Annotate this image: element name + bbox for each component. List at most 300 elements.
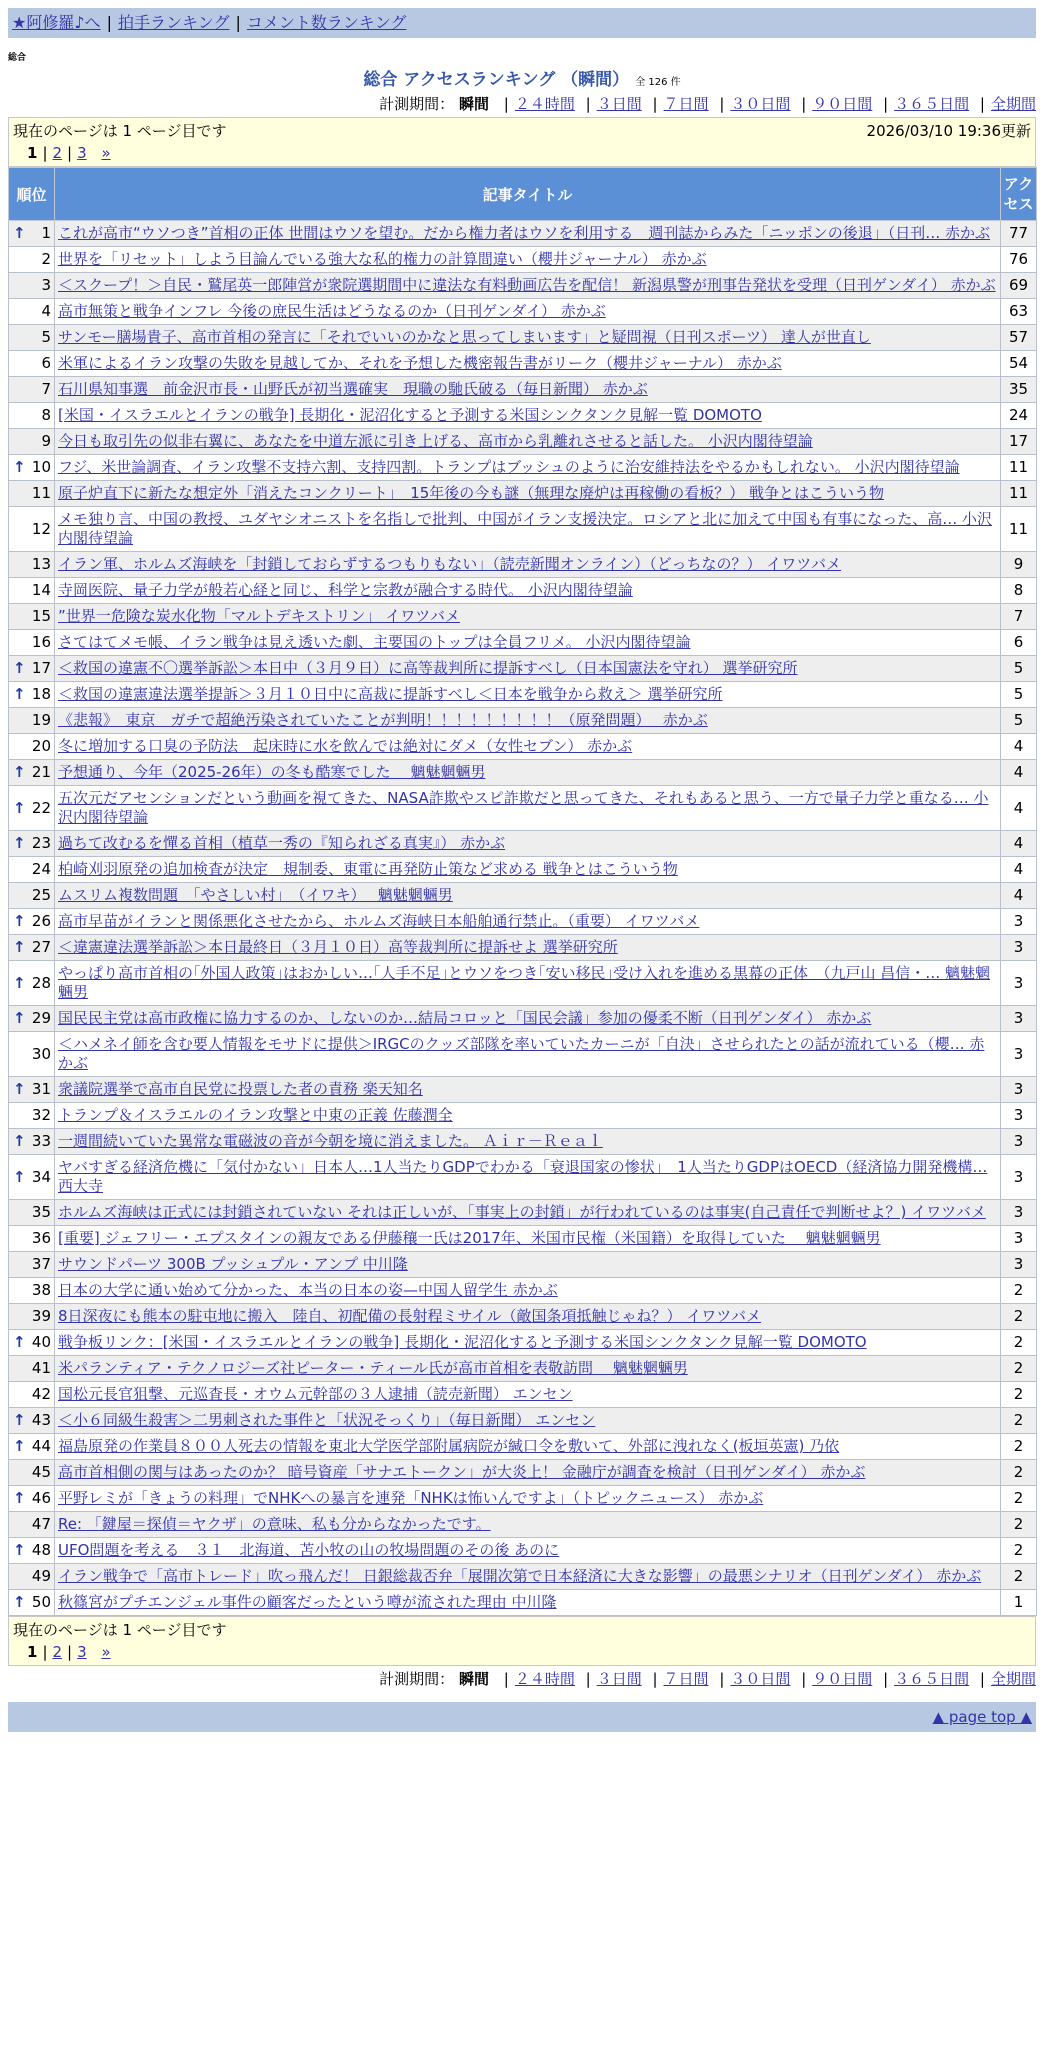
article-link[interactable]: ”世界一危険な炭水化物「マルトデキストリン」 イワツバメ [58, 607, 460, 625]
header-rank: 順位 [9, 168, 55, 221]
rank-cell [9, 1408, 55, 1434]
article-link[interactable]: イラン戦争で「高市トレード」吹っ飛んだ！ 日銀総裁否弁「展開次第で日本経済に大きな影響」の最悪シナリオ（日刊ゲンダイ） 赤かぶ [58, 1567, 982, 1585]
table-row [9, 786, 1037, 831]
header-count: アクセス [1001, 168, 1037, 221]
rank-cell [9, 883, 55, 909]
rank-cell [9, 1226, 55, 1252]
rank-number: 1 [41, 224, 51, 242]
table-row [9, 455, 1037, 481]
table-row [9, 325, 1037, 351]
title-cell [55, 1590, 1001, 1616]
rank-cell [9, 786, 55, 831]
title-cell [55, 1200, 1001, 1226]
header-title: 記事タイトル [55, 168, 1001, 221]
article-link[interactable]: これが高市“ウソつき”首相の正体 世間はウソを望む。だから権力者はウソを利用する 週刊誌からみた「ニッポンの後退」（日刊… 赤かぶ [58, 224, 990, 242]
access-count: 5 [1001, 708, 1037, 734]
table-row [9, 883, 1037, 909]
title-cell [55, 507, 1001, 552]
rank-cell [9, 1129, 55, 1155]
rank-number: 50 [31, 1593, 51, 1611]
access-count: 4 [1001, 734, 1037, 760]
period-link-90d[interactable]: ９０日間 [812, 95, 873, 113]
page-info-box-bottom [8, 1616, 1036, 1666]
title-cell [55, 883, 1001, 909]
rank-number: 49 [31, 1567, 51, 1585]
rank-cell [9, 831, 55, 857]
rank-cell [9, 247, 55, 273]
table-row [9, 1408, 1037, 1434]
footer-bar [8, 1702, 1036, 1732]
period-link-90d[interactable]: ９０日間 [812, 1670, 873, 1688]
table-row [9, 857, 1037, 883]
pager-bottom: 1 | 2 | 3 » [27, 1643, 111, 1661]
title-cell [55, 1460, 1001, 1486]
access-count: 2 [1001, 1382, 1037, 1408]
article-link[interactable]: やっぱり高市首相の｢外国人政策｣はおかしい…｢人手不足｣とウソをつき｢安い移民｣受け入れを進める黒幕の正体 （九戸山 昌信・… 魑魅魍魎男 [58, 964, 991, 1001]
rank-number: 35 [31, 1203, 51, 1221]
rank-number: 42 [31, 1385, 51, 1403]
title-cell [55, 734, 1001, 760]
period-link-all[interactable]: 全期間 [990, 95, 1036, 113]
article-link[interactable]: ＜救国の違憲違法選挙提訴＞３月１０日中に高裁に提訴すべし＜日本を戦争から救え＞ 選挙研究所 [58, 685, 723, 703]
title-cell [55, 604, 1001, 630]
table-row [9, 1226, 1037, 1252]
article-link[interactable]: 一週間続いていた異常な電磁波の音が今朝を境に消えました。 Ａｉｒ－Ｒｅａｌ [58, 1132, 603, 1150]
article-link[interactable]: 今日も取引先の似非右翼に、あなたを中道左派に引き上げる、高市から乳離れさせると話した。 小沢内閣待望論 [58, 432, 813, 450]
rank-cell [9, 909, 55, 935]
table-row [9, 377, 1037, 403]
table-row [9, 831, 1037, 857]
article-link[interactable]: ＜ハメネイ師を含む要人情報をモサドに提供＞IRGCのクッズ部隊を率いていたカーニが「自決」させられたとの話が流れている（櫻… 赤かぶ [58, 1035, 985, 1072]
rank-cell [9, 857, 55, 883]
article-link[interactable]: イラン軍、ホルムズ海峡を「封鎖しておらずするつもりもない」（読売新聞オンライン）（どっちなの？） イワツバメ [58, 555, 841, 573]
article-link[interactable]: 《悲報》 東京 ガチで超絶汚染されていたことが判明！！！！！！！！！（原発問題） 赤かぶ [58, 711, 708, 729]
article-link[interactable]: メモ独り言、中国の教授、ユダヤシオニストを名指しで批判、中国がイラン支援決定。ロシアと北に加えて中国も有事になった、高… 小沢内閣待望論 [58, 510, 993, 547]
pager-link-3[interactable]: 3 [77, 1643, 87, 1661]
article-link[interactable]: ＜救国の違憲不〇選挙訴訟＞本日中（３月９日）に高等裁判所に提訴すべし（日本国憲法を守れ） 選挙研究所 [58, 659, 798, 677]
nav-link-comment-ranking[interactable]: コメント数ランキング [246, 13, 407, 32]
rank-cell [9, 1512, 55, 1538]
rank-number: 3 [41, 276, 51, 294]
title-cell [55, 1077, 1001, 1103]
rank-cell [9, 1304, 55, 1330]
rank-cell [9, 273, 55, 299]
up-arrow-icon: ↑ [13, 1411, 26, 1429]
access-count: 3 [1001, 1200, 1037, 1226]
access-count: 2 [1001, 1356, 1037, 1382]
rank-number: 40 [31, 1333, 51, 1351]
article-link[interactable]: ＜スクープ！＞自民・鷲尾英一郎陣営が衆院選期間中に違法な有料動画広告を配信！ 新潟県警が刑事告発状を受理（日刊ゲンダイ） 赤かぶ [58, 276, 996, 294]
title-cell [55, 656, 1001, 682]
title-cell [55, 377, 1001, 403]
title-cell [55, 1304, 1001, 1330]
access-count: 3 [1001, 1226, 1037, 1252]
rank-number: 29 [31, 1009, 51, 1027]
rank-number: 27 [31, 938, 51, 956]
title-cell [55, 1226, 1001, 1252]
table-row [9, 1512, 1037, 1538]
access-count: 2 [1001, 1538, 1037, 1564]
period-link-all[interactable]: 全期間 [990, 1670, 1036, 1688]
access-count: 11 [1001, 507, 1037, 552]
pager-next[interactable]: » [101, 1643, 111, 1661]
article-link[interactable]: [米国・イスラエルとイランの戦争] 長期化・泥沼化すると予測する米国シンクタンク見解一覧 DOMOTO [58, 406, 762, 424]
article-link[interactable]: 日本の大学に通い始めて分かった、本当の日本の姿—中国人留学生 赤かぶ [58, 1281, 558, 1299]
rank-number: 44 [31, 1437, 51, 1455]
access-count: 4 [1001, 831, 1037, 857]
article-link[interactable]: ＜違憲違法選挙訴訟＞本日最終日（３月１０日）高等裁判所に提訴せよ 選挙研究所 [58, 938, 618, 956]
table-row [9, 1155, 1037, 1200]
access-count: 4 [1001, 760, 1037, 786]
table-row [9, 1278, 1037, 1304]
title-cell [55, 1434, 1001, 1460]
title-cell [55, 831, 1001, 857]
rank-number: 37 [31, 1255, 51, 1273]
rank-number: 25 [31, 886, 51, 904]
article-link[interactable]: 過ちて改むるを憚る首相（植草一秀の『知られざる真実』） 赤かぶ [58, 834, 506, 852]
rank-number: 34 [31, 1167, 51, 1186]
article-link[interactable]: 平野レミが「きょうの料理」でNHKへの暴言を連発「NHKは怖いんですよ」（トピックニュース） 赤かぶ [58, 1489, 764, 1507]
pager: 1 | 2 | 3 » [27, 144, 111, 162]
title-cell [55, 682, 1001, 708]
table-row [9, 961, 1037, 1006]
article-link[interactable]: 衆議院選挙で高市自民党に投票した者の責務 楽天知名 [58, 1080, 423, 1098]
table-row [9, 708, 1037, 734]
period-link-3d[interactable]: ３日間 [596, 95, 642, 113]
rank-cell [9, 1032, 55, 1077]
period-link-7d[interactable]: ７日間 [663, 95, 709, 113]
article-link[interactable]: 米軍によるイラン攻撃の失敗を見越してか、それを予想した機密報告書がリーク（櫻井ジャーナル） 赤かぶ [58, 354, 782, 372]
title-cell [55, 708, 1001, 734]
access-count: 2 [1001, 1434, 1037, 1460]
article-link[interactable]: 米パランティア・テクノロジーズ社ピーター・ティール氏が高市首相を表敬訪問 魑魅魍魎男 [58, 1359, 688, 1377]
access-count: 1 [1001, 1590, 1037, 1616]
rank-number: 33 [31, 1132, 51, 1150]
rank-cell [9, 1356, 55, 1382]
rank-cell [9, 1155, 55, 1200]
rank-cell [9, 351, 55, 377]
access-count: 17 [1001, 429, 1037, 455]
up-arrow-icon: ↑ [13, 458, 26, 476]
title-cell [55, 247, 1001, 273]
table-row [9, 1304, 1037, 1330]
article-link[interactable]: Re: 「鍵屋＝探偵＝ヤクザ」の意味、私も分からなかったです。 [58, 1515, 491, 1533]
table-row [9, 552, 1037, 578]
rank-number: 16 [31, 633, 51, 651]
table-row [9, 1590, 1037, 1616]
article-link[interactable]: UFO問題を考える ３１ 北海道、苫小牧の山の牧場問題のその後 あのに [58, 1541, 560, 1559]
rank-number: 19 [31, 711, 51, 729]
rank-number: 7 [41, 380, 51, 398]
table-row [9, 481, 1037, 507]
article-link[interactable]: 予想通り、今年（2025-26年）の冬も酷寒でした 魑魅魍魎男 [58, 763, 486, 781]
rank-number: 17 [31, 659, 51, 677]
table-row [9, 247, 1037, 273]
title-cell [55, 299, 1001, 325]
table-row [9, 1103, 1037, 1129]
rank-cell [9, 1590, 55, 1616]
nav-separator: | [235, 13, 241, 32]
title-cell [55, 1032, 1001, 1077]
table-row [9, 1006, 1037, 1032]
access-count: 54 [1001, 351, 1037, 377]
period-label: 計測期間： [379, 1670, 455, 1688]
rank-number: 2 [41, 250, 51, 268]
table-row [9, 507, 1037, 552]
rank-number: 32 [31, 1106, 51, 1124]
period-link-7d[interactable]: ７日間 [663, 1670, 709, 1688]
rank-number: 31 [31, 1080, 51, 1098]
article-link[interactable]: トランプ＆イスラエルのイラン攻撃と中東の正義 佐藤潤全 [58, 1106, 453, 1124]
title-cell [55, 1330, 1001, 1356]
rank-number: 11 [31, 484, 51, 502]
pager-current: 1 [27, 144, 38, 162]
article-link[interactable]: 高市早苗がイランと関係悪化させたから、ホルムズ海峡日本船舶通行禁止。（重要） イワツバメ [58, 912, 700, 930]
article-link[interactable]: ムスリム複数問題 「やさしい村」 （イワキ） 魑魅魍魎男 [58, 886, 453, 904]
rank-number: 46 [31, 1489, 51, 1507]
table-row [9, 351, 1037, 377]
title-cell [55, 481, 1001, 507]
period-selector: 計測期間： 瞬間 | ２４時間 | ３日間 | ７日間 | ３０日間 | ９０日間 | ３６５日間 | 全期間 [379, 95, 1036, 113]
rank-cell [9, 507, 55, 552]
table-row [9, 1252, 1037, 1278]
table-row [9, 760, 1037, 786]
access-count: 2 [1001, 1278, 1037, 1304]
rank-number: 24 [31, 860, 51, 878]
article-link[interactable]: 寺岡医院、量子力学が般若心経と同じ、科学と宗教が融合する時代。 小沢内閣待望論 [58, 581, 633, 599]
access-count: 76 [1001, 247, 1037, 273]
title-cell [55, 1382, 1001, 1408]
table-row [9, 1486, 1037, 1512]
rank-cell [9, 760, 55, 786]
rank-cell [9, 429, 55, 455]
rank-number: 20 [31, 737, 51, 755]
rank-number: 8 [41, 406, 51, 424]
rank-cell [9, 1077, 55, 1103]
title-cell [55, 1006, 1001, 1032]
title-cell [55, 325, 1001, 351]
table-row [9, 578, 1037, 604]
period-link-30d[interactable]: ３０日間 [730, 1670, 791, 1688]
title-cell [55, 429, 1001, 455]
up-arrow-icon: ↑ [13, 938, 26, 956]
article-link[interactable]: 8日深夜にも熊本の駐屯地に搬入 陸自、初配備の長射程ミサイル（敵国条項抵触じゃね？） イワツバメ [58, 1307, 761, 1325]
article-link[interactable]: 世界を「リセット」しよう目論んでいる強大な私的権力の計算間違い（櫻井ジャーナル） 赤かぶ [58, 250, 707, 268]
up-arrow-icon: ↑ [13, 1009, 26, 1027]
title-cell [55, 961, 1001, 1006]
title-cell [55, 1356, 1001, 1382]
nav-separator: | [106, 13, 112, 32]
rank-number: 10 [31, 458, 51, 476]
updated-timestamp: 2026/03/10 19:36更新 [866, 122, 1031, 140]
table-row [9, 1382, 1037, 1408]
access-count: 3 [1001, 1155, 1037, 1200]
pager-link-3[interactable]: 3 [77, 144, 87, 162]
rank-number: 18 [31, 685, 51, 703]
title-cell [55, 578, 1001, 604]
article-link[interactable]: 五次元だアセンションだという動画を視てきた、NASA詐欺やスピ詐欺だと思ってきた、それもあると思う、一方で量子力学と重なる… 小沢内閣待望論 [58, 789, 989, 826]
period-link-24h[interactable]: ２４時間 [514, 1670, 575, 1688]
article-link[interactable]: 高市首相側の関与はあったのか？ 暗号資産「サナエトークン」が大炎上！ 金融庁が調査を検討（日刊ゲンダイ） 赤かぶ [58, 1463, 866, 1481]
pager-next[interactable]: » [101, 144, 111, 162]
page-title-row [8, 69, 1036, 91]
title-cell [55, 1252, 1001, 1278]
article-link[interactable]: 福島原発の作業員８００人死去の情報を東北大学医学部附属病院が緘口令を敷いて、外部に洩れなく(板垣英憲) 乃依 [58, 1437, 840, 1455]
table-row [9, 656, 1037, 682]
title-cell [55, 786, 1001, 831]
rank-cell [9, 604, 55, 630]
article-link[interactable]: 柏崎刈羽原発の追加検査が決定 規制委、東電に再発防止策など求める 戦争とはこういう物 [58, 860, 678, 878]
title-cell [55, 1278, 1001, 1304]
title-cell [55, 1486, 1001, 1512]
article-link[interactable]: 石川県知事選 前金沢市長・山野氏が初当選確実 現職の馳氏破る（毎日新聞） 赤かぶ [58, 380, 648, 398]
title-cell [55, 760, 1001, 786]
access-count: 3 [1001, 1103, 1037, 1129]
title-cell [55, 909, 1001, 935]
access-count: 2 [1001, 1330, 1037, 1356]
article-link[interactable]: 原子炉直下に新たな想定外「消えたコンクリート」 15年後の今も謎（無理な廃炉は再稼働の看板？） 戦争とはこういう物 [58, 484, 885, 502]
article-link[interactable]: フジ、米世論調査、イラン攻撃不支持六割、支持四割。トランプはブッシュのように治安維持法をやるかもしれない。 小沢内閣待望論 [58, 458, 960, 476]
rank-number: 28 [31, 973, 51, 992]
title-cell [55, 1103, 1001, 1129]
rank-number: 9 [41, 432, 51, 450]
title-cell [55, 630, 1001, 656]
up-arrow-icon: ↑ [13, 973, 26, 992]
page-top-link[interactable]: ▲ page top ▲ [932, 1708, 1032, 1726]
table-row [9, 221, 1037, 247]
rank-number: 43 [31, 1411, 51, 1429]
access-count: 2 [1001, 1564, 1037, 1590]
access-count: 4 [1001, 883, 1037, 909]
up-arrow-icon: ↑ [13, 763, 26, 781]
period-link-365d[interactable]: ３６５日間 [894, 1670, 970, 1688]
period-link-30d[interactable]: ３０日間 [730, 95, 791, 113]
access-count: 3 [1001, 935, 1037, 961]
rank-number: 6 [41, 354, 51, 372]
rank-cell [9, 325, 55, 351]
rank-cell [9, 682, 55, 708]
table-row [9, 734, 1037, 760]
access-count: 2 [1001, 1460, 1037, 1486]
title-cell [55, 403, 1001, 429]
rank-cell [9, 578, 55, 604]
access-count: 3 [1001, 1032, 1037, 1077]
nav-link-home[interactable]: ★阿修羅♪へ [12, 13, 101, 32]
article-link[interactable]: ＜小６同級生殺害＞二男刺された事件と「状況そっくり」（毎日新聞） エンセン [58, 1411, 596, 1429]
up-arrow-icon: ↑ [13, 798, 26, 817]
access-count: 9 [1001, 552, 1037, 578]
up-arrow-icon: ↑ [13, 1132, 26, 1150]
rank-cell [9, 221, 55, 247]
up-arrow-icon: ↑ [13, 1489, 26, 1507]
period-current: 瞬間 [458, 1670, 489, 1688]
period-link-24h[interactable]: ２４時間 [514, 95, 575, 113]
rank-cell [9, 481, 55, 507]
article-link[interactable]: サンモー膳場貴子、高市首相の発言に「それでいいのかなと思ってしまいます」と疑問視（日刊スポーツ） 達人が世直し [58, 328, 871, 346]
table-row [9, 935, 1037, 961]
up-arrow-icon: ↑ [13, 1437, 26, 1455]
rank-cell [9, 1278, 55, 1304]
rank-number: 4 [41, 302, 51, 320]
section-label: 総合 [8, 53, 27, 63]
article-link[interactable]: 秋篠宮がプチエンジェル事件の顧客だったという噂が流された理由 中川隆 [58, 1593, 557, 1611]
period-link-365d[interactable]: ３６５日間 [894, 95, 970, 113]
title-cell [55, 273, 1001, 299]
access-count: 3 [1001, 1077, 1037, 1103]
access-count: 3 [1001, 1252, 1037, 1278]
article-link[interactable]: [重要] ジェフリー・エプスタインの親友である伊藤穰一氏は2017年、米国市民権（米国籍）を取得していた 魑魅魍魎男 [58, 1229, 881, 1247]
article-link[interactable]: 国民民主党は高市政権に協力するのか、しないのか…結局コロッと「国民会議」参加の優柔不断（日刊ゲンダイ） 赤かぶ [58, 1009, 872, 1027]
rank-cell [9, 961, 55, 1006]
rank-cell [9, 708, 55, 734]
access-count: 3 [1001, 909, 1037, 935]
access-count: 11 [1001, 455, 1037, 481]
table-row [9, 682, 1037, 708]
rank-cell [9, 630, 55, 656]
up-arrow-icon: ↑ [13, 912, 26, 930]
rank-number: 38 [31, 1281, 51, 1299]
article-link[interactable]: 冬に増加する口臭の予防法 起床時に水を飲んでは絶対にダメ（女性セブン） 赤かぶ [58, 737, 633, 755]
rank-cell [9, 1564, 55, 1590]
up-arrow-icon: ↑ [13, 1080, 26, 1098]
table-row [9, 1434, 1037, 1460]
article-link[interactable]: サウンドパーツ 300B プッシュプル・アンプ 中川隆 [58, 1255, 408, 1273]
pager-link-2[interactable]: 2 [52, 144, 63, 162]
title-cell [55, 1408, 1001, 1434]
access-count: 3 [1001, 1129, 1037, 1155]
table-row [9, 630, 1037, 656]
table-row [9, 1129, 1037, 1155]
article-link[interactable]: さてはてメモ帳、イラン戦争は見え透いた劇、主要国のトップは全員フリメ。 小沢内閣待望論 [58, 633, 691, 651]
table-row [9, 604, 1037, 630]
rank-cell [9, 1538, 55, 1564]
title-cell [55, 857, 1001, 883]
pager-link-2[interactable]: 2 [52, 1643, 63, 1661]
top-nav [8, 8, 1036, 38]
up-arrow-icon: ↑ [13, 1167, 26, 1186]
nav-link-applause-ranking[interactable]: 拍手ランキング [117, 13, 230, 32]
up-arrow-icon: ↑ [13, 224, 26, 242]
current-page-text-bottom: 現在のページは 1 ページ目です [13, 1621, 227, 1639]
article-link[interactable]: 高市無策と戦争インフレ 今後の庶民生活はどうなるのか（日刊ゲンダイ） 赤かぶ [58, 302, 606, 320]
rank-cell [9, 1103, 55, 1129]
table-row [9, 299, 1037, 325]
table-row [9, 403, 1037, 429]
article-link[interactable]: 戦争板リンク：[米国・イスラエルとイランの戦争] 長期化・泥沼化すると予測する米国シンクタンク見解一覧 DOMOTO [58, 1333, 867, 1351]
access-count: 11 [1001, 481, 1037, 507]
rank-number: 47 [31, 1515, 51, 1533]
article-link[interactable]: ヤバすぎる経済危機に「気付かない」日本人…1人当たりGDPでわかる「衰退国家の惨状」 1人当たりGDPはOECD（経済協力開発機構… 西大寺 [58, 1158, 988, 1195]
title-cell [55, 552, 1001, 578]
article-link[interactable]: ホルムズ海峡は正式には封鎖されていない それは正しいが、「事実上の封鎖」が行われているのは事実(自己責任で判断せよ？) イワツバメ [58, 1203, 986, 1221]
table-row [9, 1330, 1037, 1356]
up-arrow-icon: ↑ [13, 1593, 26, 1611]
table-row [9, 1460, 1037, 1486]
table-row [9, 1356, 1037, 1382]
article-link[interactable]: 国松元長官狙撃、元巡査長・オウム元幹部の３人逮捕（読売新聞） エンセン [58, 1385, 573, 1403]
period-link-3d[interactable]: ３日間 [596, 1670, 642, 1688]
rank-cell [9, 1434, 55, 1460]
access-count: 4 [1001, 786, 1037, 831]
access-count: 2 [1001, 1408, 1037, 1434]
rank-cell [9, 1330, 55, 1356]
access-count: 3 [1001, 961, 1037, 1006]
table-row [9, 1564, 1037, 1590]
up-arrow-icon: ↑ [13, 1333, 26, 1351]
period-current: 瞬間 [458, 95, 489, 113]
access-count: 57 [1001, 325, 1037, 351]
title-cell [55, 1512, 1001, 1538]
